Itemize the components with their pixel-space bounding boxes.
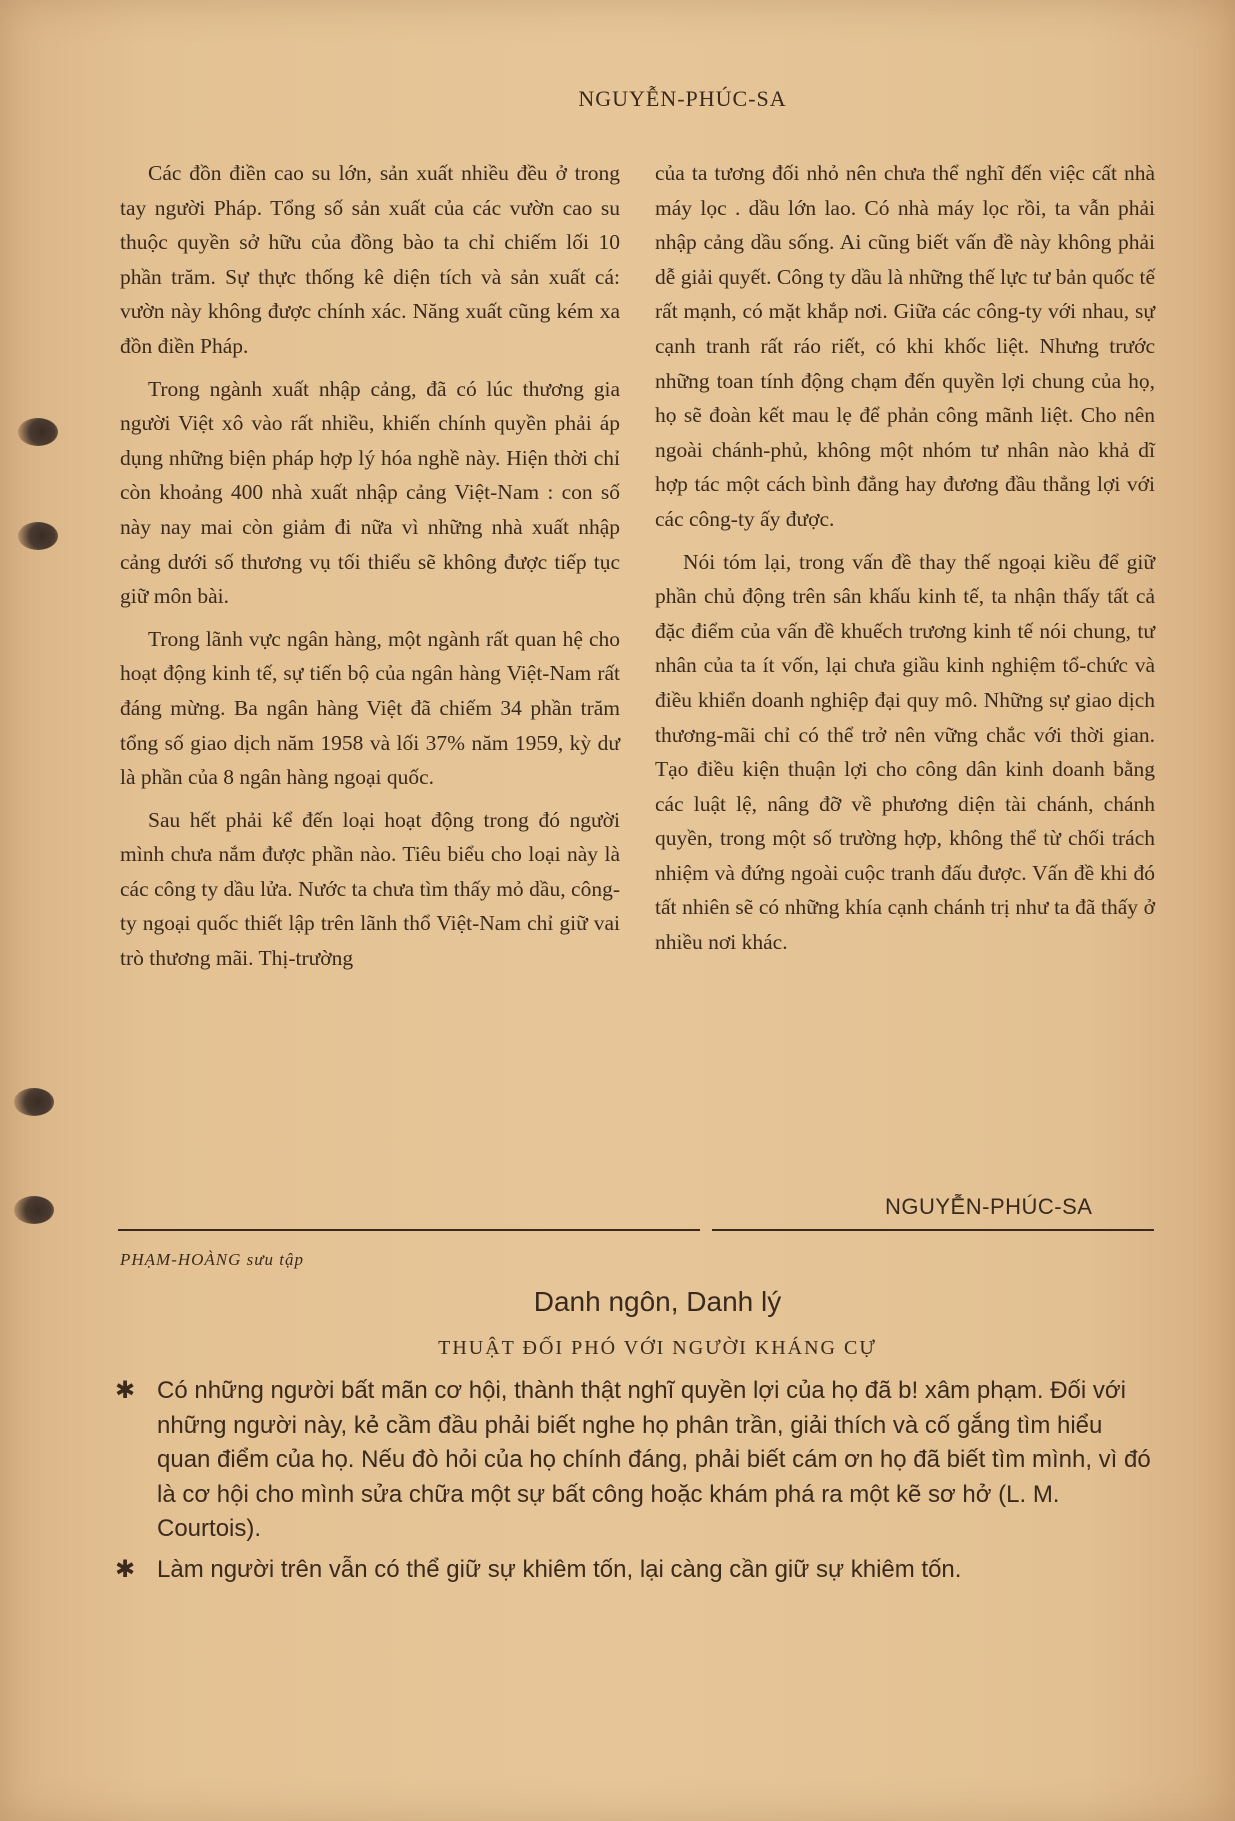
author-signature: NGUYỄN-PHÚC-SA xyxy=(885,1194,1093,1219)
paragraph: Sau hết phải kể đến loại hoạt động trong đó người mình chưa nắm được phần nào. Tiêu biểu cho loại này là các công ty dầu lửa. Nước ta chưa tìm thấy mỏ dầu, công-ty ngoại quốc thiết lập trên lãnh thổ Việt-Nam chỉ giữ vai trò thương mãi. Thị-trường xyxy=(120,807,620,971)
running-head: NGUYỄN-PHÚC-SA xyxy=(578,86,787,111)
asterisk-bullet-icon: ✱ xyxy=(115,1377,136,1404)
quote-text: Làm người trên vẫn có thể giữ sự khiêm tốn, lại càng cần giữ sự khiêm tốn. xyxy=(157,1555,962,1583)
paragraph: Trong lãnh vực ngân hàng, một ngành rất quan hệ cho hoạt động kinh tế, sự tiến bộ của ngân hàng Việt-Nam rất đáng mừng. Ba ngân hàng Việt đã chiếm 34 phần trăm tổng số giao dịch năm 1958 và lối 37% năm 1959, kỳ dư là phần của 8 ngân hàng ngoại quốc. xyxy=(120,626,620,790)
divider xyxy=(712,1229,1154,1231)
left-column xyxy=(120,156,620,984)
paragraph: Trong ngành xuất nhập cảng, đã có lúc thương gia người Việt xô vào rất nhiều, khiến chính quyền phải áp dụng những biện pháp hợp lý hóa nghề này. Hiện thời chỉ còn khoảng 400 nhà xuất nhập cảng Việt-Nam : con số này nay mai còn giảm đi nữa vì những nhà xuất nhập cảng dưới số thương vụ tối thiểu sẽ không được tiếp tục giữ môn bài. xyxy=(120,376,620,609)
section-title: Danh ngôn, Danh lý xyxy=(533,1286,782,1317)
right-column xyxy=(655,156,1155,968)
paragraph: Các đồn điền cao su lớn, sản xuất nhiều đều ở trong tay người Pháp. Tổng số sản xuất của các vườn cao su thuộc quyền sở hữu của đồng bào ta chỉ chiếm lối 10 phần trăm. Sự thực thống kê diện tích và sản xuất cá: vườn này không được chính xác. Năng xuất cũng kém xa đồn điền Pháp. xyxy=(120,161,620,358)
binding-hole xyxy=(14,1088,54,1116)
quote-item xyxy=(115,1374,1160,1547)
paragraph: của ta tương đối nhỏ nên chưa thể nghĩ đến việc cất nhà máy lọc . dầu lớn lao. Có nhà máy lọc rồi, ta vẫn phải nhập cảng dầu sống. Ai cũng biết vấn đề này không phải dễ giải quyết. Công ty dầu là những thế lực tư bản quốc tế rất mạnh, có mặt khắp nơi. Giữa các công-ty với nhau, sự cạnh tranh rất ráo riết, có khi khốc liệt. Nhưng trước những toan tính động chạm đến quyền lợi chung của họ, họ sẽ đoàn kết mau lẹ để phản công mãnh liệt. Cho nên ngoài chánh-phủ, không một nhóm tư nhân nào khả dĩ hợp tác một cách bình đẳng hay đương đầu thẳng lợi với các công-ty ấy được. xyxy=(655,161,1155,531)
binding-hole xyxy=(18,522,58,550)
quotes-list xyxy=(115,1374,1160,1593)
binding-hole xyxy=(14,1196,54,1224)
divider xyxy=(118,1229,700,1231)
section-subtitle: THUẬT ĐỐI PHÓ VỚI NGƯỜI KHÁNG CỰ xyxy=(438,1337,877,1359)
binding-hole xyxy=(18,418,58,446)
quote-text: Có những người bất mãn cơ hội, thành thật nghĩ quyền lợi của họ đã b! xâm phạm. Đối với những người này, kẻ cầm đầu phải biết nghe họ phân trần, giải thích và cố gắng tìm hiểu quan điểm của họ. Nếu đò hỏi của họ chính đáng, phải biết cám ơn họ đã biết tìm mình, vì đó là cơ hội cho mình sửa chữa một sự bất công hoặc khám phá ra một kẽ sơ hở (L. M. Courtois). xyxy=(157,1377,1151,1542)
paragraph: Nói tóm lại, trong vấn đề thay thế ngoại kiều để giữ phần chủ động trên sân khấu kinh tế, ta nhận thấy tất cả đặc điểm của vấn đề khuếch trương kinh tế nói chung, tư nhân của ta ít vốn, lại chưa giầu kinh nghiệm tổ-chức và điều khiển doanh nghiệp đại quy mô. Những sự giao dịch thương-mãi chỉ có thể trở nên vững chắc với thời gian. Tạo điều kiện thuận lợi cho công dân kinh doanh bằng các luật lệ, nâng đỡ về phương diện tài chánh, chánh quyền, trong một số trường hợp, không thể từ chối trách nhiệm và đứng ngoài cuộc tranh đấu được. Vấn đề khi đó tất nhiên sẽ có những khía cạnh chánh trị như ta đã thấy ở nhiều nơi khác. xyxy=(655,549,1155,955)
collector-credit: PHẠM-HOÀNG sưu tập xyxy=(120,1250,305,1269)
asterisk-bullet-icon: ✱ xyxy=(115,1555,136,1583)
quote-item xyxy=(115,1553,1160,1588)
